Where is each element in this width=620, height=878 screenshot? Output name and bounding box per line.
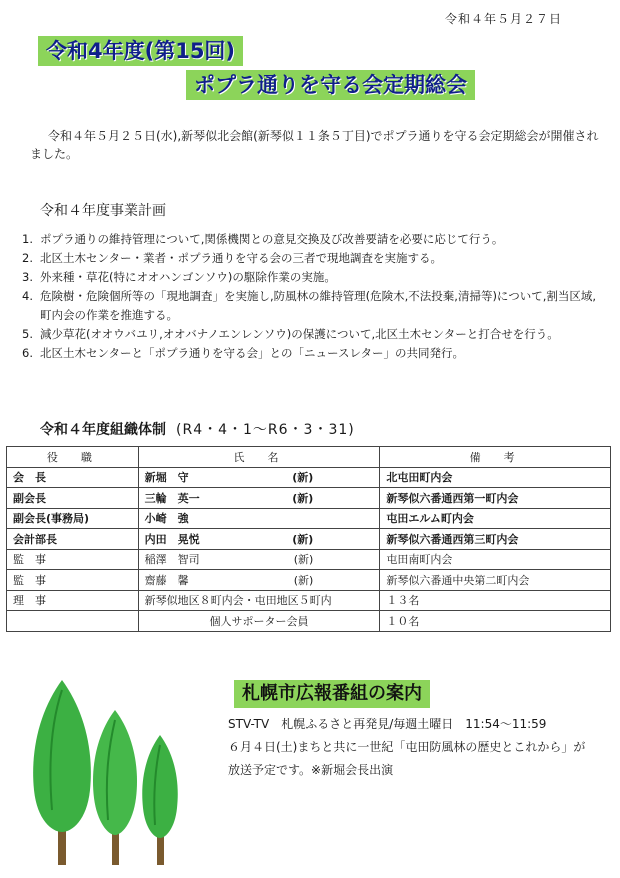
name-cell	[138, 570, 380, 591]
role-cell: 監 事	[7, 549, 139, 570]
role-cell	[7, 611, 139, 632]
table-row	[7, 529, 611, 550]
org-table	[6, 446, 611, 632]
plan-heading: 令和４年度事業計画	[40, 203, 166, 219]
role-cell: 副会長(事務局)	[7, 508, 139, 529]
name-cell	[138, 529, 380, 550]
member-name: 稲澤 智司	[144, 553, 200, 567]
plan-item: 6. 北区土木センターと「ポプラ通りを守る会」との「ニュースレター」の共同発行。	[22, 346, 465, 360]
role-cell: 会計部長	[7, 529, 139, 550]
member-name: 小崎 強	[144, 512, 189, 526]
role-cell: 監 事	[7, 570, 139, 591]
plan-item: 1. ポプラ通りの維持管理について,関係機関との意見交換及び改善要請を必要に応じて行う。	[22, 232, 504, 246]
new-mark: (新)	[292, 471, 314, 485]
org-heading-label: 令和４年度組織体制	[40, 422, 166, 438]
member-name: 齋藤 馨	[144, 573, 189, 587]
table-row	[7, 508, 611, 529]
note-cell: 屯田エルム町内会	[380, 508, 611, 529]
intro-paragraph: 令和４年５月２５日(水),新琴似北会館(新琴似１１条５丁目)でポプラ通りを守る会定期総会が開催されました。	[30, 129, 599, 161]
issue-date: 令和４年５月２７日	[444, 12, 562, 26]
plan-item: 3. 外来種・草花(特にオオハンゴンソウ)の駆除作業の実施。	[22, 270, 336, 284]
new-mark: (新)	[293, 573, 314, 587]
role-cell: 副会長	[7, 488, 139, 509]
note-cell: 新琴似六番通中央第二町内会	[380, 570, 611, 591]
note-cell: 屯田南町内会	[380, 549, 611, 570]
table-header-row	[7, 447, 611, 468]
member-name: 新堀 守	[144, 471, 189, 485]
table-row	[7, 611, 611, 632]
new-mark: (新)	[292, 491, 314, 505]
tv-program-title: 札幌市広報番組の案内	[234, 680, 430, 708]
member-name: 新琴似地区８町内会・屯田地区５町内	[144, 594, 332, 608]
title-line-2: ポプラ通りを守る会定期総会	[186, 70, 475, 100]
name-cell	[138, 488, 380, 509]
table-row	[7, 549, 611, 570]
name-cell	[138, 549, 380, 570]
tree-icon	[93, 710, 137, 865]
new-mark: (新)	[292, 532, 314, 546]
name-cell	[138, 590, 380, 611]
poplar-trees-illustration	[12, 670, 212, 870]
col-note: 備 考	[380, 447, 611, 468]
table-row	[7, 590, 611, 611]
tree-icon	[142, 735, 178, 865]
supporter-cell: 個人サポーター会員	[138, 611, 380, 632]
org-period: (R4・4・1～R6・3・31)	[176, 422, 355, 438]
name-cell	[138, 508, 380, 529]
note-cell: １３名	[380, 590, 611, 611]
tree-icon	[33, 680, 91, 865]
plan-item: 5. 減少草花(オオウバユリ,オオバナノエンレンソウ)の保護について,北区土木センターと打合せを行う。	[22, 327, 559, 341]
col-name: 氏 名	[138, 447, 380, 468]
table-row	[7, 488, 611, 509]
member-name: 内田 晃悦	[144, 532, 200, 546]
plan-item: 4. 危険樹・危険個所等の「現地調査」を実施し,防風林の維持管理(危険木,不法投棄,清掃等)について,割当区域,町内会の作業を推進する。	[22, 289, 597, 322]
new-mark: (新)	[293, 553, 314, 567]
tv-episode: ６月４日(土)まちと共に一世紀「屯田防風林の歴史とこれから」が	[228, 740, 586, 754]
org-heading	[40, 419, 355, 439]
role-cell: 理 事	[7, 590, 139, 611]
role-cell: 会 長	[7, 467, 139, 488]
col-role: 役 職	[7, 447, 139, 468]
tv-note: 放送予定です。※新堀会長出演	[228, 763, 394, 777]
table-row	[7, 570, 611, 591]
note-cell: 新琴似六番通西第三町内会	[380, 529, 611, 550]
name-cell	[138, 467, 380, 488]
table-row	[7, 467, 611, 488]
plan-item: 2. 北区土木センター・業者・ポプラ通りを守る会の三者で現地調査を実施する。	[22, 251, 443, 265]
note-cell: 北屯田町内会	[380, 467, 611, 488]
note-cell: 新琴似六番通西第一町内会	[380, 488, 611, 509]
plan-list	[22, 230, 602, 363]
title-line-1: 令和4年度(第15回)	[38, 36, 243, 66]
supporter-count-cell: １０名	[380, 611, 611, 632]
member-name: 三輪 英一	[144, 491, 200, 505]
tv-schedule: STV-TV 札幌ふるさと再発見/毎週土曜日 11:54～11:59	[228, 717, 547, 731]
